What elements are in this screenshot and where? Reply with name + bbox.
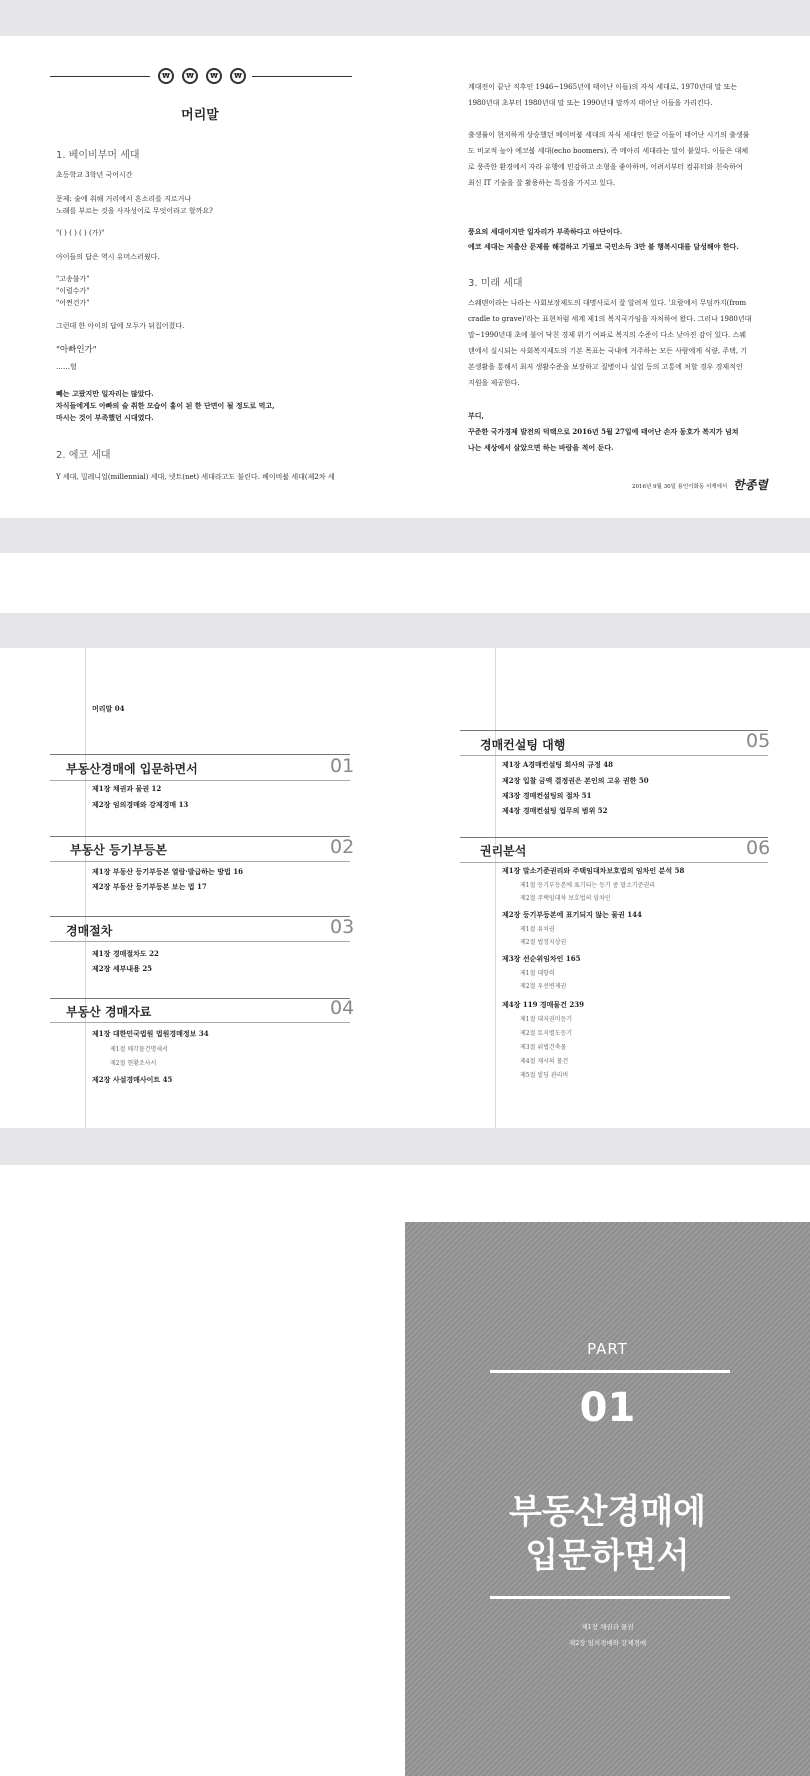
chapter-title[interactable]: 권리분석 [480, 844, 527, 858]
section-heading-2: 2. 에코 세대 [56, 450, 111, 461]
preface-spread [0, 36, 810, 518]
toc-item[interactable]: 제3장 경매컨설팅의 절차 51 [502, 791, 592, 800]
coin-icon: ₩ [158, 68, 174, 84]
blank-gap [0, 553, 810, 613]
part-title-line2: 입문하면서 [525, 1536, 690, 1576]
chapter-title[interactable]: 부동산 등기부등본 [70, 843, 167, 857]
preface-line: "아빠인가" [56, 345, 97, 355]
preface-line: 최신 IT 기술을 잘 활용하는 특징을 가지고 있다. [468, 179, 615, 187]
preface-line: 본생활을 통해서 최저 생활수준을 보장하고 질병이나 실업 등의 고통에 처할 경우 경제적인 [468, 363, 743, 371]
preface-line: Y 세대, 밀레니얼(millennial) 세대, 넷트(net) 세대라고도 불린다. 베이비붐 세대(제2차 세 [56, 473, 335, 481]
preface-line: 로 풍족한 환경에서 자라 유행에 민감하고 소형을 좋아하며, 어려서부터 컴퓨터와 친숙하여 [468, 163, 743, 171]
toc-item[interactable]: 제2장 부동산 등기부등본 보는 법 17 [92, 882, 207, 891]
part-label: PART [587, 1340, 628, 1358]
ornament-line-right [252, 76, 352, 77]
preface-line: 노래를 부르는 것을 사자성어로 무엇이라고 할까요? [56, 207, 213, 215]
preface-line: 에코 세대는 저출산 문제를 해결하고 기필코 국민소득 3만 불 행복시대를 달성해야 한다. [468, 242, 739, 251]
signature: 한종렬 [733, 478, 768, 492]
toc-item[interactable]: 제1장 말소기준권리와 주택임대차보호법의 임차인 분석 58 [502, 866, 685, 875]
preface-line: cradle to grave)'라는 표현처럼 세계 제1의 복지국가임을 자처하여 왔다. 그러나 1980년대 [468, 315, 752, 323]
ornament-line-left [50, 76, 150, 77]
preface-line: 빼는 고팠지만 일자리는 많았다. [56, 389, 154, 398]
toc-preface[interactable]: 머리말 04 [92, 704, 125, 713]
toc-item[interactable]: 제1장 경매절차도 22 [92, 949, 159, 958]
toc-spread [0, 648, 810, 1128]
toc-item[interactable]: 제1장 채권과 물권 12 [92, 784, 162, 793]
chapter-title[interactable]: 부동산경매에 입문하면서 [66, 762, 198, 776]
chapter-rule [50, 836, 350, 837]
preface-line: "어쩐건가" [56, 299, 90, 307]
toc-subitem[interactable]: 제3절 위법건축물 [520, 1044, 567, 1051]
toc-item[interactable]: 제4장 경매컨설팅 업무의 범위 52 [502, 806, 608, 815]
margin-line [85, 648, 86, 1128]
toc-item[interactable]: 제2장 사설경매사이트 45 [92, 1075, 173, 1084]
preface-line: ……헐 [56, 363, 77, 371]
toc-item[interactable]: 제1장 대한민국법원 법원경매정보 34 [92, 1029, 209, 1038]
chapter-number: 06 [746, 837, 771, 859]
preface-line: 초등학교 3학년 국어시간 [56, 171, 133, 179]
toc-subitem[interactable]: 제1절 등기부등본에 표기되는 등기 중 말소기준권리 [520, 882, 656, 889]
preface-line: "이럴수가" [56, 287, 90, 295]
chapter-rule [460, 730, 768, 731]
closing-line: 꾸준한 국가경제 발전의 덕택으로 2016년 5월 27일에 태어난 손자 동호가 복지가 넘쳐 [468, 427, 739, 436]
part-spread-left [0, 1165, 405, 1776]
preface-line: 문제: 술에 취해 거리에서 흔소리를 지르거나 [56, 195, 192, 203]
part-number: 01 [579, 1385, 636, 1431]
chapter-rule [50, 941, 350, 942]
chapter-number: 05 [746, 730, 771, 752]
part-opener [405, 1222, 810, 1776]
preface-line: 풍요의 세대이지만 일자리가 부족하다고 아단이다. [468, 227, 623, 236]
part-spread-top [405, 1165, 810, 1222]
chapter-rule [460, 837, 768, 838]
toc-item[interactable]: 제3장 선순위임차인 165 [502, 954, 581, 963]
coin-icon: ₩ [182, 68, 198, 84]
preface-line: 1980년대 초부터 1980년대 말 또는 1990년대 말까지 태어난 이들을 가리킨다. [468, 99, 713, 107]
chapter-rule [50, 998, 350, 999]
preface-line: "( ) ( ) ( ) (가)" [56, 229, 105, 237]
toc-subitem[interactable]: 제2절 현황조사서 [110, 1060, 157, 1067]
toc-subitem[interactable]: 제2절 법정지상권 [520, 939, 567, 946]
chapter-number: 01 [330, 755, 355, 777]
toc-subitem[interactable]: 제2절 우선변제권 [520, 983, 567, 990]
chapter-rule [50, 1022, 350, 1023]
toc-item[interactable]: 제1장 A경매컨설팅 회사의 규정 48 [502, 760, 613, 769]
toc-subitem[interactable]: 제2절 토지별도등기 [520, 1030, 573, 1037]
toc-subitem[interactable]: 제1절 대지권미등기 [520, 1016, 573, 1023]
toc-item[interactable]: 제4장 119 경매물건 239 [502, 1000, 584, 1009]
section-heading-1: 1. 베이비부머 세대 [56, 150, 140, 161]
chapter-title[interactable]: 부동산 경매자료 [66, 1005, 152, 1019]
closing-line: 부디, [468, 411, 484, 420]
chapter-number: 04 [330, 997, 355, 1019]
part-title-line1: 부동산경매에 [508, 1492, 707, 1532]
chapter-rule [50, 916, 350, 917]
preface-line: 도 비교적 높아 에코붐 세대(echo boomers), 즉 메아리 세대라는 말이 붙었다. 이들은 대체 [468, 147, 749, 155]
toc-item[interactable]: 제2장 입찰 금액 결정권은 본인의 고유 권한 50 [502, 776, 649, 785]
chapter-rule [50, 780, 350, 781]
preface-line: 출생률이 현저하게 상승했던 베이비붐 세대의 자식 세대인 한글 이들이 태어난 시기의 출생률 [468, 131, 750, 139]
preface-line: 마시는 것이 부족했던 시대였다. [56, 413, 154, 422]
section-heading-3: 3. 미래 세대 [468, 278, 523, 289]
toc-subitem[interactable]: 제5절 빌딩 관리비 [520, 1072, 569, 1079]
preface-title: 머리말 [181, 108, 219, 123]
margin-line [495, 648, 496, 1128]
toc-subitem[interactable]: 제1절 유치권 [520, 926, 555, 933]
coin-icon: ₩ [230, 68, 246, 84]
toc-item[interactable]: 제2장 세부내용 25 [92, 964, 153, 973]
coin-icon: ₩ [206, 68, 222, 84]
chapter-title[interactable]: 경매절차 [66, 924, 113, 938]
chapter-title[interactable]: 경매컨설팅 대행 [480, 738, 566, 752]
chapter-rule [50, 754, 350, 755]
preface-line: 자식들에게도 아빠의 술 취한 모습이 흉이 된 한 단면이 될 정도로 먹고, [56, 401, 275, 410]
toc-subitem[interactable]: 제1절 대항력 [520, 970, 555, 977]
part-item: 제2장 임의경매와 강제경매 [568, 1639, 647, 1647]
preface-line: 그런데 한 아이의 답에 모두가 뒤집어졌다. [56, 322, 185, 330]
part-rule-bottom [490, 1596, 730, 1599]
chapter-rule [460, 755, 768, 756]
part-item: 제1장 채권과 물권 [581, 1623, 634, 1631]
preface-line: "고송불가" [56, 275, 90, 283]
toc-subitem[interactable]: 제4절 재시의 물건 [520, 1058, 569, 1065]
toc-item[interactable]: 제2장 등기부등본에 표기되지 않는 물권 144 [502, 910, 642, 919]
closing-line: 나는 세상에서 살았으면 하는 바람을 적어 둔다. [468, 443, 614, 452]
part-rule-top [490, 1370, 730, 1373]
chapter-rule [50, 861, 350, 862]
preface-line: 스웨덴이라는 나라는 사회보장제도의 대명사로서 잘 알려져 있다. '요람에서 무덤까지(from [468, 299, 747, 307]
chapter-number: 03 [330, 916, 355, 938]
toc-subitem[interactable]: 제1절 매각물건명세서 [110, 1046, 168, 1053]
chapter-number: 02 [330, 836, 355, 858]
preface-line: 지원을 제공한다. [468, 379, 520, 387]
chapter-rule [460, 862, 768, 863]
toc-item[interactable]: 제1장 부동산 등기부등본 열람·발급하는 방법 16 [92, 867, 243, 876]
toc-subitem[interactable]: 제2절 주택임대차 보호법의 임차인 [520, 895, 611, 902]
preface-line: 계대전이 끝난 직후인 1946~1965년에 태어난 이들)의 자식 세대로, 1970년대 말 또는 [468, 83, 738, 91]
preface-line: 아이들의 답은 역시 유머스러웠다. [56, 253, 160, 261]
preface-line: 말~1990년대 초에 불어 닥친 경제 위기 여파로 복지의 수준이 다소 낮아진 감이 있다. 스웨 [468, 331, 746, 339]
sign-date: 2016년 9월 30일 용인이화동 서재에서 [632, 484, 728, 490]
preface-line: 덴에서 실시되는 사회복지제도의 기본 목표는 국내에 거주하는 모든 사람에게 식량, 주택, 기 [468, 347, 748, 355]
toc-item[interactable]: 제2장 임의경매와 강제경매 13 [92, 800, 189, 809]
